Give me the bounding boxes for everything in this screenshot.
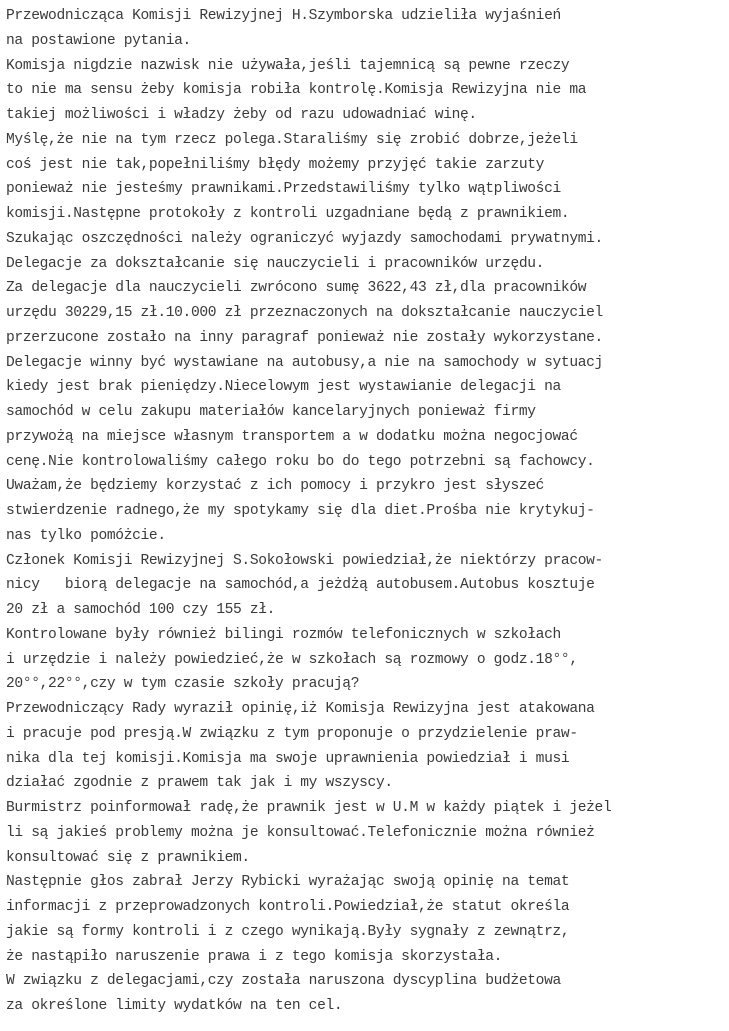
text-line: przerzucone zostało na inny paragraf ponieważ nie zostały wykorzystane. xyxy=(6,329,603,346)
text-line: nika dla tej komisji.Komisja ma swoje uprawnienia powiedział i musi xyxy=(6,750,570,767)
text-line: Komisja nigdzie nazwisk nie używała,jeśli tajemnicą są pewne rzeczy xyxy=(6,57,570,74)
text-line: Następnie głos zabrał Jerzy Rybicki wyrażając swoją opinię na temat xyxy=(6,874,570,891)
text-line: Kontrolowane były również bilingi rozmów telefonicznych w szkołach xyxy=(6,626,561,643)
typewritten-text xyxy=(6,4,729,1019)
text-line: W związku z delegacjami,czy została naruszona dyscyplina budżetowa xyxy=(6,973,561,990)
text-line: komisji.Następne protokoły z kontroli uzgadniane będą z prawnikiem. xyxy=(6,206,570,222)
text-line: kiedy jest brak pieniędzy.Niecelowym jest wystawianie delegacji na xyxy=(6,379,561,396)
text-line: że nastąpiło naruszenie prawa i z tego komisja skorzystała. xyxy=(6,948,503,965)
text-line: nicy biorą delegacje na samochód,a jeżdżą autobusem.Autobus kosztuje xyxy=(6,577,595,594)
text-line: Delegacje winny być wystawiane na autobusy,a nie na samochody w sytuacj xyxy=(6,354,603,371)
text-line: na postawione pytania. xyxy=(6,32,191,49)
text-line: cenę.Nie kontrolowaliśmy całego roku bo do tego potrzebni są fachowcy. xyxy=(6,453,595,470)
text-line: urzędu 30229,15 zł.10.000 zł przeznaczonych na dokształcanie nauczyciel xyxy=(6,305,603,321)
text-line: Przewodniczący Rady wyraził opinię,iż Komisja Rewizyjna jest atakowana xyxy=(6,701,595,717)
text-line: jakie są formy kontroli i z czego wynikają.Były sygnały z zewnątrz, xyxy=(6,923,570,940)
text-line: nas tylko pomóżcie. xyxy=(6,527,166,544)
text-line: Delegacje za dokształcanie się nauczycieli i pracowników urzędu. xyxy=(6,255,545,272)
text-line: li są jakieś problemy można je konsultować.Telefonicznie można również xyxy=(6,824,595,841)
text-line: to nie ma sensu żeby komisja robiła kontrolę.Komisja Rewizyjna nie ma xyxy=(6,82,587,99)
text-line: 20°°,22°°,czy w tym czasie szkoły pracują? xyxy=(6,676,360,693)
text-line: i urzędzie i należy powiedzieć,że w szkołach są rozmowy o godz.18°°, xyxy=(6,651,578,668)
text-line: Myślę,że nie na tym rzecz polega.Staraliśmy się zrobić dobrze,jeżeli xyxy=(6,131,578,148)
text-line: Członek Komisji Rewizyjnej S.Sokołowski powiedział,że niektórzy pracow- xyxy=(6,552,603,569)
text-line: ponieważ nie jesteśmy prawnikami.Przedstawiliśmy tylko wątpliwości xyxy=(6,181,561,198)
text-line: Uważam,że będziemy korzystać z ich pomocy i przykro jest słyszeć xyxy=(6,478,545,495)
text-line: działać zgodnie z prawem tak jak i my wszyscy. xyxy=(6,775,393,792)
text-line: Przewodnicząca Komisji Rewizyjnej H.Szymborska udzieliła wyjaśnień xyxy=(6,8,561,24)
text-line: takiej możliwości i władzy żeby od razu udowadniać winę. xyxy=(6,107,477,123)
text-line: Za delegacje dla nauczycieli zwrócono sumę 3622,43 zł,dla pracowników xyxy=(6,280,587,297)
text-line: coś jest nie tak,popełniliśmy błędy możemy przyjęć takie zarzuty xyxy=(6,156,545,173)
text-line: 20 zł a samochód 100 czy 155 zł. xyxy=(6,602,276,618)
text-line: samochód w celu zakupu materiałów kancelaryjnych ponieważ firmy xyxy=(6,404,536,420)
text-line: Szukając oszczędności należy ograniczyć wyjazdy samochodami prywatnymi. xyxy=(6,230,603,247)
text-line: konsultować się z prawnikiem. xyxy=(6,849,250,866)
text-line: informacji z przeprowadzonych kontroli.Powiedział,że statut określa xyxy=(6,899,570,915)
text-line: za określone limity wydatków na ten cel. xyxy=(6,998,343,1014)
text-line: i pracuje pod presją.W związku z tym proponuje o przydzielenie praw- xyxy=(6,725,578,742)
text-line: Burmistrz poinformował radę,że prawnik jest w U.M w każdy piątek i jeżel xyxy=(6,800,612,816)
text-line: stwierdzenie radnego,że my spotykamy się dla diet.Prośba nie krytykuj- xyxy=(6,503,595,519)
text-line: przywożą na miejsce własnym transportem a w dodatku można negocjować xyxy=(6,428,578,445)
